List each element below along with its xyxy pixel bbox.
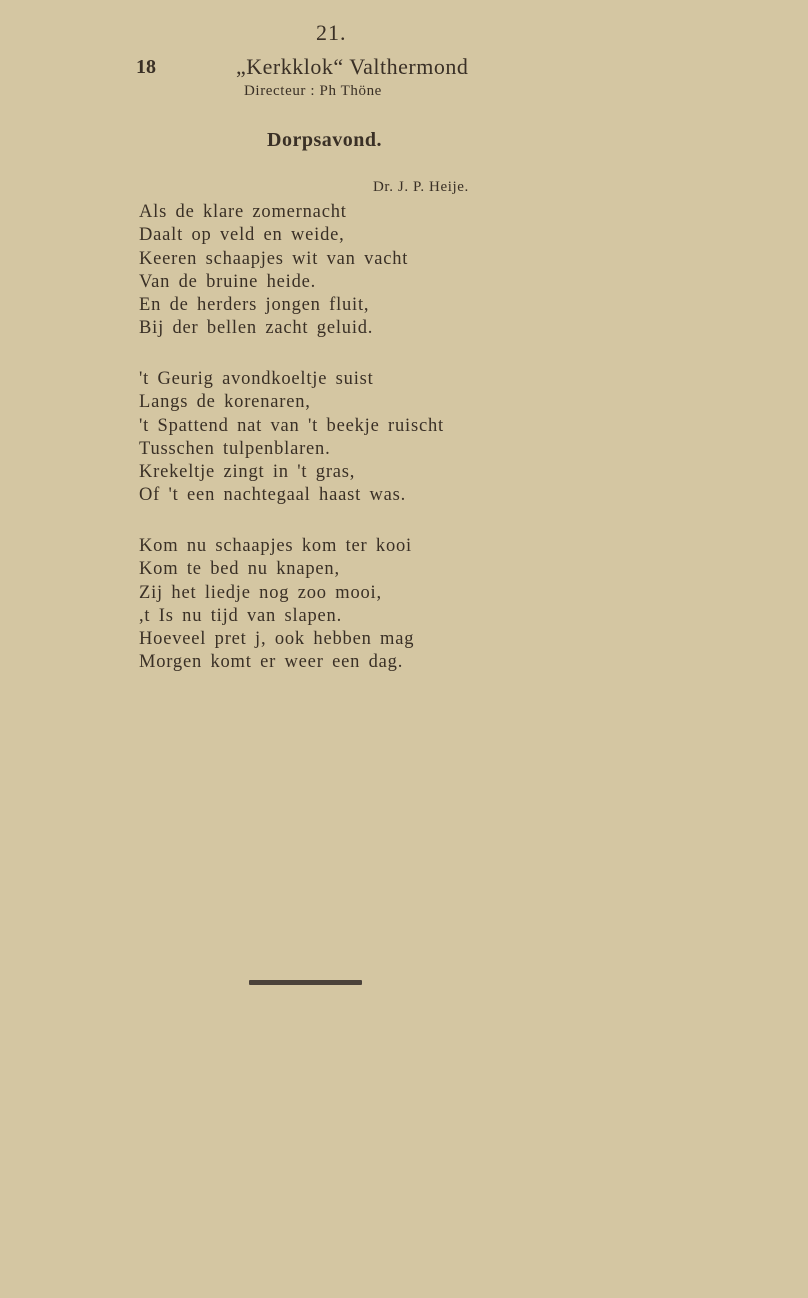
verse-line: Krekeltje zingt in 't gras, xyxy=(139,462,356,483)
program-number: 18 xyxy=(136,56,156,78)
verse-line: Bij der bellen zacht geluid. xyxy=(139,318,374,339)
verse-line: Of 't een nachtegaal haast was. xyxy=(139,485,407,506)
verse-line: Zij het liedje nog zoo mooi, xyxy=(139,582,382,603)
verse-line: ,t Is nu tijd van slapen. xyxy=(139,605,343,626)
verse-line: Tusschen tulpenblaren. xyxy=(139,438,331,459)
verse-line: Als de klare zomernacht xyxy=(139,202,347,222)
verse-line: 't Spattend nat van 't beekje ruischt xyxy=(139,415,444,436)
song-title: Dorpsavond. xyxy=(267,129,382,151)
verse-line: 't Geurig avondkoeltje suist xyxy=(139,369,374,389)
verse-line: Van de bruine heide. xyxy=(139,271,317,292)
verse-line: Kom nu schaapjes kom ter kooi xyxy=(139,536,412,556)
closing-divider xyxy=(249,980,362,985)
verse-line: Keeren schaapjes wit van vacht xyxy=(139,248,409,269)
song-author: Dr. J. P. Heije. xyxy=(373,179,469,195)
page-number: 21. xyxy=(316,20,347,45)
verse-line: Morgen komt er weer een dag. xyxy=(139,652,404,673)
choir-name: „Kerkklok“ Valthermond xyxy=(236,54,469,79)
verse-line: Daalt op veld en weide, xyxy=(139,225,345,246)
stanza-2 xyxy=(139,368,444,508)
verse-line: Kom te bed nu knapen, xyxy=(139,559,340,580)
stanza-3 xyxy=(139,535,414,675)
verse-line: En de herders jongen fluit, xyxy=(139,295,370,316)
verse-line: Hoeveel pret j, ook hebben mag xyxy=(139,629,415,650)
stanza-1 xyxy=(139,201,408,341)
verse-line: Langs de korenaren, xyxy=(139,392,311,413)
director-line: Directeur : Ph Thöne xyxy=(244,83,382,99)
